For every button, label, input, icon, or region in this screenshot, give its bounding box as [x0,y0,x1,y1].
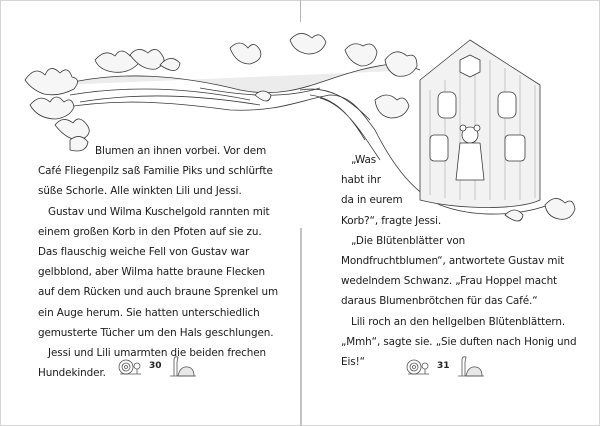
text-line: Eis!“ [341,355,365,368]
text-line: da in eurem [341,194,403,207]
text-line: Gustav und Wilma Kuschelgold rannten mit [48,205,270,218]
text-line: „Mmh“, sagte sie. „Sie duften nach Honig und [341,335,577,348]
right-page-text [341,150,591,372]
text-line: Korb?“, fragte Jessi. [341,214,442,227]
text-line: „Was [351,154,377,166]
left-page-text [38,141,293,383]
page-number: 30 [149,361,162,371]
text-line: gelbblond, aber Wilma hatte braune Flecken [38,266,265,279]
text-line: Lili roch an den hellgelben Blütenblättern. [351,315,566,328]
snail-flower-ornament [405,355,431,377]
page-number: 31 [437,361,450,371]
page-gutter [300,228,302,426]
text-line: habt ihr [341,174,381,187]
text-line: ein Auge herum. Sie hatten unterschiedlich [38,306,260,319]
text-line: Mondfruchtblumen“, antwortete Gustav mit [341,254,565,267]
dragon-creature-ornament [168,354,196,378]
text-line: wedelndem Schwanz. „Frau Hoppel macht [341,275,558,288]
left-page-footer [117,354,196,378]
text-line: „Die Blütenblätter von [351,234,466,247]
text-line: Blumen an ihnen vorbei. Vor dem [95,145,267,157]
text-line: Jessi und Lili umarmten die beiden frechen [48,346,267,359]
text-line: daraus Blumenbrötchen für das Café.“ [341,295,538,308]
right-page-footer [405,354,484,378]
text-line: Café Fliegenpilz saß Familie Piks und schlürfte [38,165,273,178]
text-line: auf dem Rücken und auch braune Sprenkel um [38,286,278,299]
text-line: einem großen Korb in den Pfoten auf sie zu. [38,225,262,238]
text-line: süße Schorle. Alle winkten Lili und Jessi. [38,185,242,198]
text-line: gemusterte Tücher um den Hals geschlungen. [38,326,274,339]
text-line: Das flauschig weiche Fell von Gustav war [38,245,250,258]
dragon-creature-ornament [456,354,484,378]
text-line: Hundekinder. [38,367,106,380]
snail-flower-ornament [117,355,143,377]
